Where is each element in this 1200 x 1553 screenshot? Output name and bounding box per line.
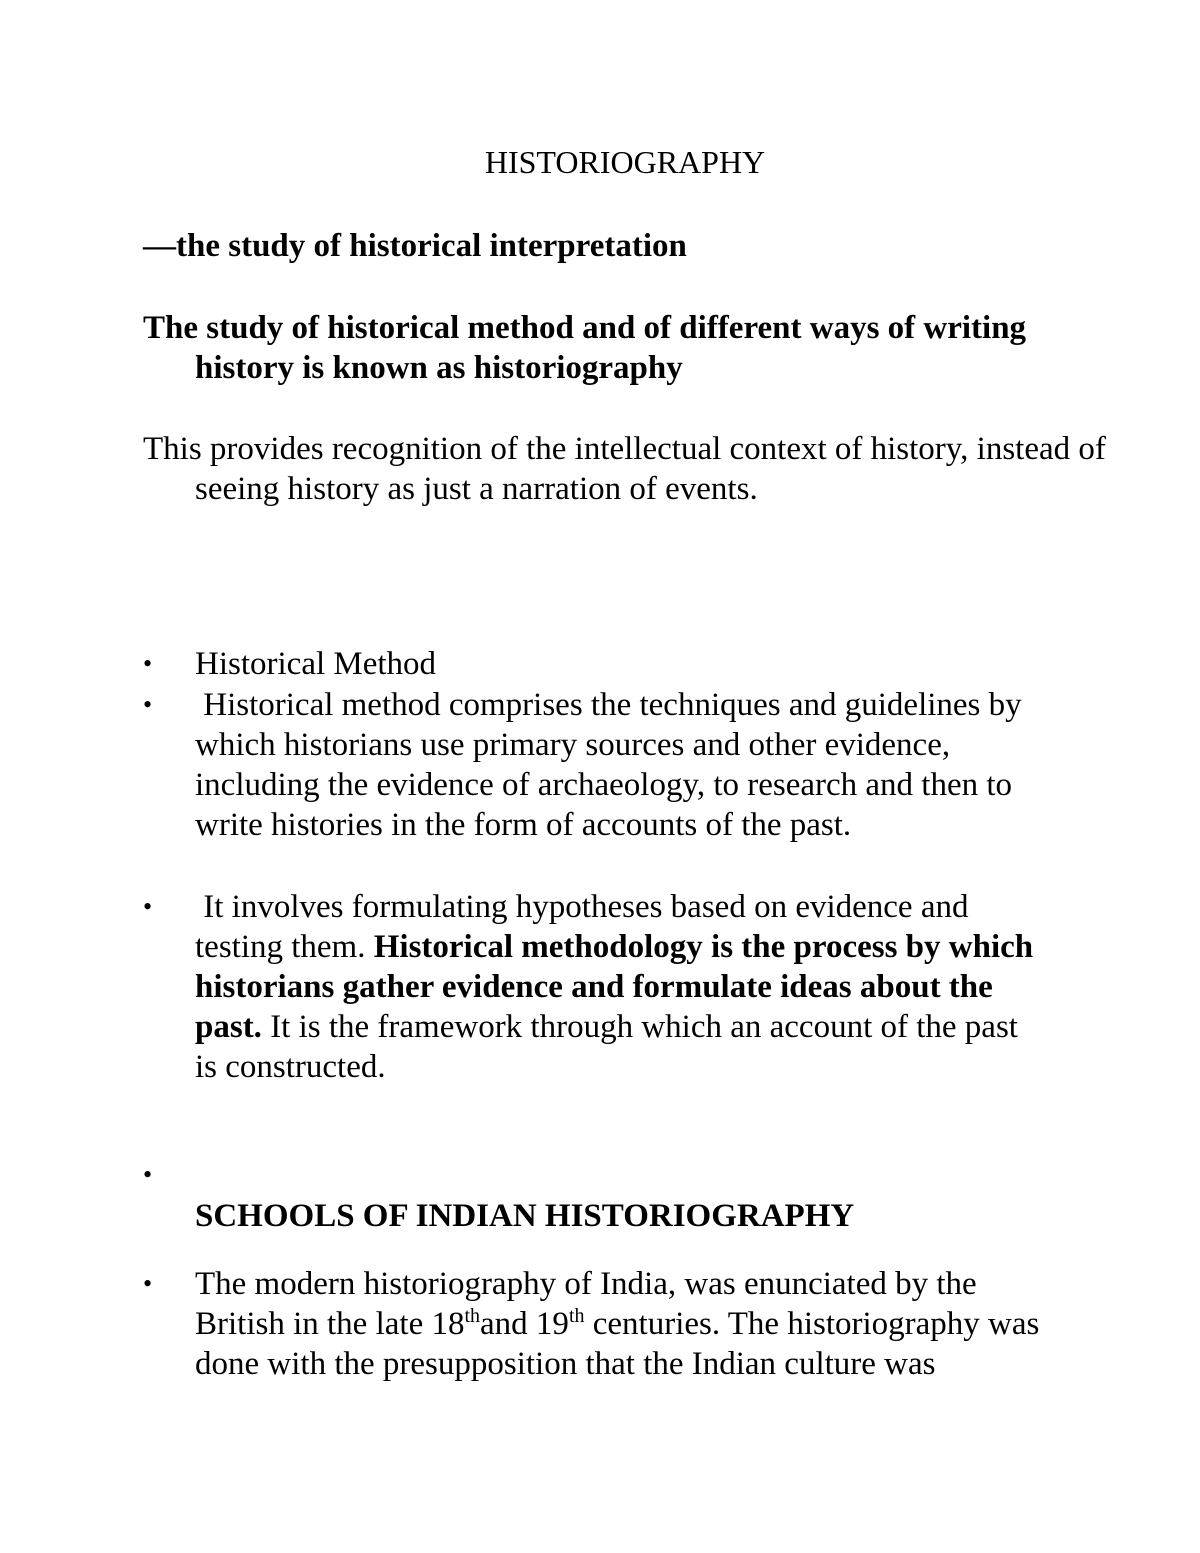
bullet-icon: • — [143, 649, 153, 678]
list-item — [143, 644, 1063, 684]
text-run: and 19 — [480, 1306, 569, 1342]
list-item-text: Historical method comprises the techniques and guidelines by which historians use primary sources and other evidence, including the evidence of archaeology, to research and then to write histories in the form of accounts of the past. — [195, 687, 1030, 843]
list-item-text — [195, 887, 1043, 1087]
bullet-icon: • — [143, 892, 153, 921]
text-run: centuries. The historiography was done with the presupposition that the Indian culture was — [195, 1306, 1040, 1382]
text-run: It involves formulating hypotheses based on evidence and testing them. — [195, 889, 977, 965]
superscript: th — [464, 1305, 481, 1327]
intro-paragraph: This provides recognition of the intellectual context of history, instead of seeing history as just a narration of events. — [143, 431, 1106, 507]
list-item-text — [195, 1264, 1063, 1384]
definition-paragraph: The study of historical method and of different ways of writing history is known as historiography — [143, 310, 1027, 386]
list-item — [143, 685, 1063, 845]
bullet-icon: • — [143, 690, 153, 719]
list-item-text: Historical Method — [195, 646, 437, 682]
document-title: HISTORIOGRAPHY — [484, 144, 766, 180]
bullet-icon: • — [143, 1160, 153, 1189]
bold-text-run: Historical methodology is the process by which historians gather evidence and formulate ideas about the past. — [195, 929, 1042, 1045]
text-run: The modern historiography of India, was enunciated by the British in the late 18 — [195, 1266, 977, 1342]
superscript: th — [568, 1305, 585, 1327]
subtitle: —the study of historical interpretation — [143, 228, 687, 264]
text-run: It is the framework through which an account of the past is constructed. — [195, 1009, 1027, 1085]
list-item — [143, 1264, 1063, 1384]
bullet-icon: • — [143, 1269, 153, 1298]
section-heading: SCHOOLS OF INDIAN HISTORIOGRAPHY — [195, 1198, 855, 1234]
list-item — [143, 887, 1043, 1087]
